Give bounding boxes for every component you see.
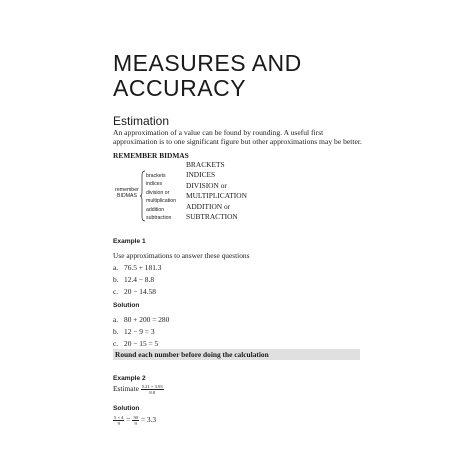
fraction-denominator: 9 — [117, 421, 120, 426]
note-text: Round each number before doing the calculation — [115, 350, 269, 359]
example2-solution-label: Solution — [113, 405, 140, 412]
fraction-numerator: 30 — [133, 415, 138, 420]
diagram-item: division or — [146, 189, 170, 196]
row-label: c. — [113, 287, 119, 296]
row-label: b. — [113, 275, 119, 284]
bidmas-word: MULTIPLICATION — [186, 191, 247, 201]
row-label: a. — [113, 315, 119, 324]
question-row — [113, 287, 156, 296]
answer-row — [113, 339, 158, 348]
example2-label: Example 2 — [113, 375, 146, 382]
diagram-item: addition — [146, 206, 165, 213]
example2-estimate — [113, 384, 164, 395]
bidmas-word: SUBTRACTION — [186, 212, 238, 222]
intro-paragraph: An approximation of a value can be found by rounding. A useful first approximation is to one significant figure but other approximations may be better. — [113, 128, 362, 146]
bidmas-word: INDICES — [186, 170, 216, 180]
row-text: 20 − 15 = 5 — [124, 339, 159, 348]
example1-prompt: Use approximations to answer these questions — [113, 251, 250, 260]
bidmas-diagram-label — [113, 187, 141, 199]
bidmas-diagram-list — [146, 172, 176, 222]
estimate-word: Estimate — [113, 384, 139, 394]
diagram-item: brackets — [146, 173, 166, 179]
diagram-item: multiplication — [146, 198, 176, 205]
solution-result: = 3.3 — [140, 415, 157, 425]
note-highlight — [113, 349, 360, 360]
example1-solution-label: Solution — [113, 302, 140, 309]
fraction-numerator: 5 × 4 — [114, 415, 124, 420]
solution-fraction-1 — [113, 415, 124, 426]
fraction-denominator: 9 — [134, 421, 137, 426]
row-text: 80 + 200 = 280 — [124, 315, 170, 324]
row-label: c. — [113, 339, 119, 348]
solution-fraction-2 — [132, 415, 139, 426]
row-label: b. — [113, 327, 119, 336]
answer-row — [113, 315, 169, 324]
fraction-numerator: 5.21 × 3.93 — [141, 384, 163, 389]
bidmas-word: ADDITION or — [186, 201, 231, 211]
bidmas-heading: REMEMBER BIDMAS — [113, 151, 189, 160]
diagram-item: subtraction — [146, 215, 172, 222]
page-title-line2: ACCURACY — [113, 75, 247, 101]
question-row — [113, 275, 154, 284]
fraction-denominator: 8.8 — [149, 390, 156, 395]
row-label: a. — [113, 263, 119, 272]
row-text: 12.4 − 8.8 — [124, 275, 155, 284]
diagram-label-line: remember — [115, 187, 139, 193]
page-title-line1: MEASURES AND — [113, 50, 302, 76]
diagram-item: indices — [146, 181, 163, 188]
question-row — [113, 263, 161, 272]
row-text: 20 − 14.58 — [124, 287, 156, 296]
section-heading: Estimation — [113, 114, 170, 128]
bidmas-word: BRACKETS — [186, 160, 225, 169]
equals-sign: = — [126, 415, 131, 425]
bidmas-word: DIVISION or — [186, 180, 227, 190]
row-text: 12 − 9 = 3 — [124, 327, 155, 336]
example1-label: Example 1 — [113, 238, 146, 245]
row-text: 76.5 + 181.3 — [124, 263, 162, 272]
estimate-fraction — [141, 384, 164, 395]
example2-solution — [113, 415, 156, 426]
diagram-label-line: BIDMAS — [117, 193, 137, 199]
answer-row — [113, 327, 155, 336]
bidmas-word-list — [186, 160, 247, 222]
